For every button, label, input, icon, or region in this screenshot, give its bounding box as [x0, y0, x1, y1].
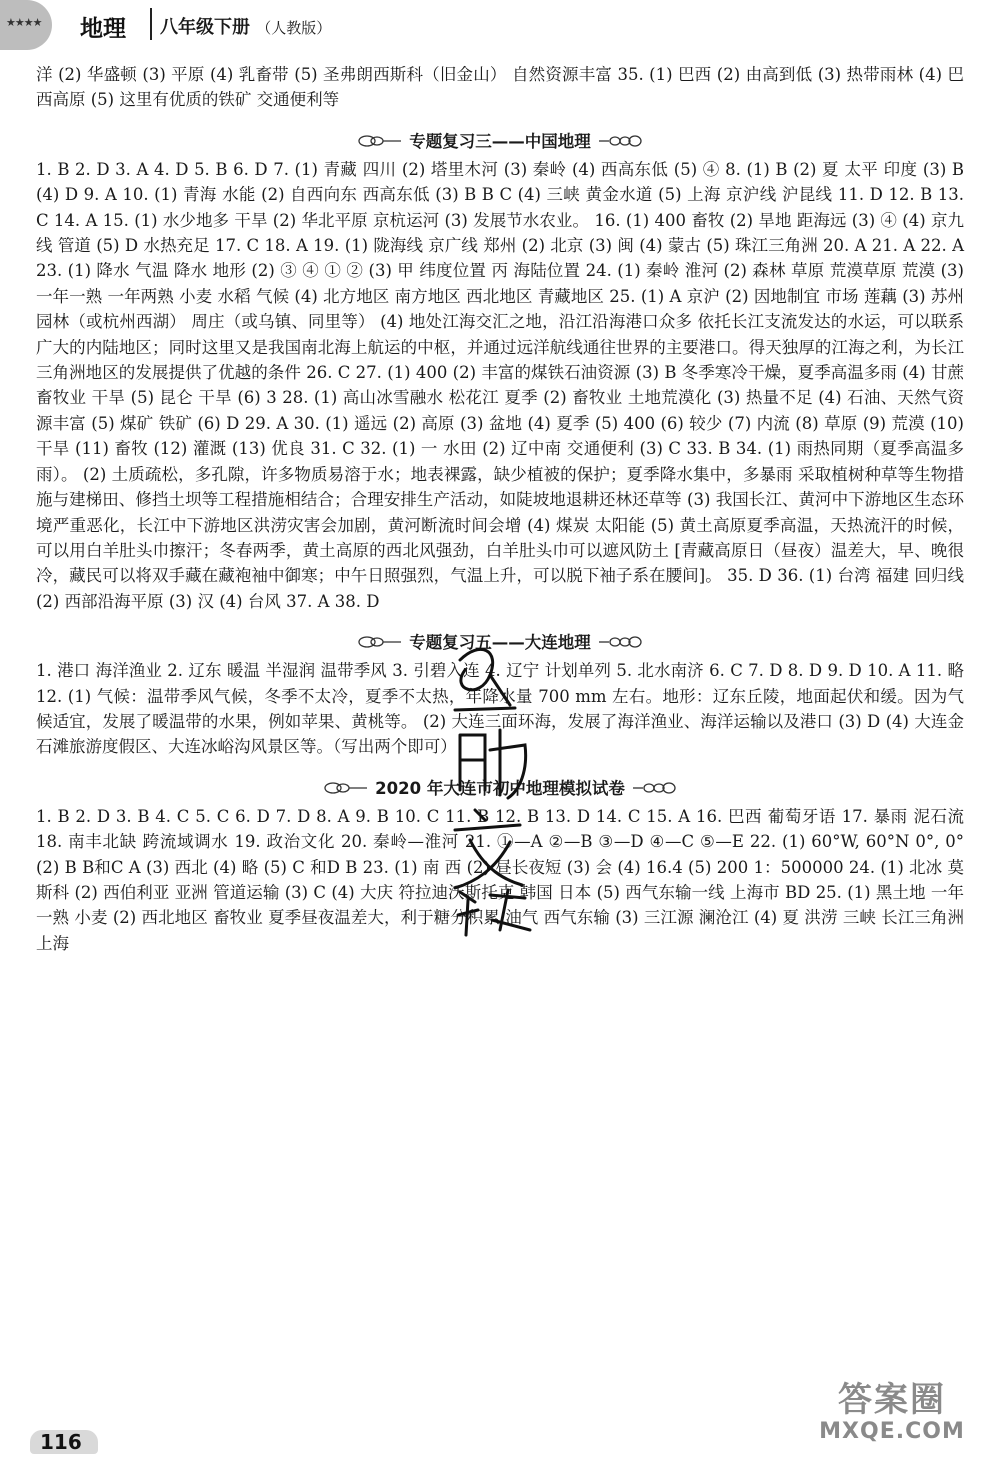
edition-label: （人教版）: [256, 19, 332, 37]
right-ornament-icon: [633, 780, 677, 794]
section-answers-china: 1. B 2. D 3. A 4. D 5. B 6. D 7. (1) 青藏 四川 (2) 塔里木河 (3) 秦岭 (4) 西高东低 (5) ④ 8. (1) B (2) 夏 太平 印度 (3) B (4) D 9. A 10. (1) 青海 水能 (2) 自西向东 西高东低 (3) B B C (4) 三峡 黄金水道 (5) 上海 京沪线 沪昆线 11. D 12. B 13. C 14. A 15. (1) 水少地多 干旱 (2) 华北平原 京杭运河 (3) 发展节水农业。 16. (1) 400 畜牧 (2) 旱地 距海远 (3) ④ (4) 京九线 管道 (5) D 水热充足 17. C 18. A 19. (1) 陇海线 京广线 郑州 (2) 北京 (3) 闽 (4) 蒙古 (5) 珠江三角洲 20. A 21. A 22. A 23. (1) 降水 气温 降水 地形 (2) ③ ④ ① ② (3) 甲 纬度位置 丙 海陆位置 24. (1) 秦岭 淮河 (2) 森林 草原 荒漠草原 荒漠 (3) 一年一熟 一年两熟 小麦 水稻 气候 (4) 北方地区 南方地区 西北地区 青藏地区 25. (1) A 京沪 (2) 因地制宜 市场 莲藕 (3) 苏州园林（或杭州西湖） 周庄（或乌镇、同里等） (4) 地处江海交汇之地，沿江沿海港口众多 依托长江支流发达的水运，可以联系广大的内陆地区；同时这里又是我国南北海上航运的中枢，并通过远洋航线通往世界的主要港口。得天独厚的江海之利，为长江三角洲地区的发展提供了优越的条件 26. C 27. (1) 400 (2) 丰富的煤铁石油资源 (3) B 冬季寒冷干燥，夏季高温多雨 (4) 甘蔗 畜牧业 干旱 (5) 昆仑 干旱 (6) 3 28. (1) 高山冰雪融水 松花江 夏季 (2) 畜牧业 土地荒漠化 (3) 热量不足 (4) 石油、天然气资源丰富 (5) 煤矿 铁矿 (6) D 29. A 30. (1) 遥远 (2) 高原 (3) 盆地 (4) 夏季 (5) 400 (6) 较少 (7) 内流 (8) 草原 (9) 荒漠 (10) 干旱 (11) 畜牧 (12) 灌溉 (13) 优良 31. C 32. (1) 一 水田 (2) 辽中南 交通便利 (3) C 33. B 34. (1) 雨热同期（夏季高温多雨）。 (2) 土质疏松，多孔隙，许多物质易溶于水；地表裸露，缺少植被的保护；夏季降水集中，多暴雨 采取植树种草等生物措施与建梯田、修挡土坝等工程措施相结合；合理安排生产活动，如陡坡地退耕还林还草等 (3) 我国长江、黄河中下游地区生态环境严重恶化，长江中下游地区洪涝灾害会加剧，黄河断流时间会增 (4) 煤炭 太阳能 (5) 黄土高原夏季高温，天热流汗的时候，可以用白羊肚头巾擦汗；冬春两季，黄土高原的西北风强劲，白羊肚头巾可以遮风防土 [青藏高原日（昼夜）温差大，早、晚很冷，藏民可以将双手藏在藏袍袖中御寒；中午日照强烈，气温上升，可以脱下袖子系在腰间]。 35. D 36. (1) 台湾 福建 回归线 (2) 西部沿海平原 (3) 汉 (4) 台风 37. A 38. D: [36, 159, 964, 611]
series-logo: [0, 0, 52, 50]
right-ornament-icon: [599, 133, 643, 147]
right-ornament-icon: [599, 634, 643, 648]
section-title-text: 专题复习五——大连地理: [409, 633, 591, 653]
left-ornament-icon: [357, 133, 401, 147]
section-answers-dalian: 1. 港口 海洋渔业 2. 辽东 暖温 半湿润 温带季风 3. 引碧入连 4. 辽宁 计划单列 5. 北水南济 6. C 7. D 8. D 9. D 10. A 11. 略 12. (1) 气候：温带季风气候，冬季不太冷，夏季不太热，年降水量 700 mm 左右。地形：辽东丘陵，地面起伏和缓。因为气候适宜，发展了暖温带的水果，例如苹果、黄桃等。 (2) 大连三面环海，发展了海洋渔业、海洋运输以及港口 (3) D (4) 大连金石滩旅游度假区、大连冰峪沟风景区等。（写出两个即可）: [36, 661, 964, 757]
rating-stars: ★★★★: [6, 16, 42, 29]
grade-title: [160, 13, 331, 39]
page-number-badge: [30, 1428, 100, 1454]
page-header: [0, 0, 1000, 44]
section-answers-mock-exam: 1. B 2. D 3. B 4. C 5. C 6. D 7. D 8. A 9. B 10. C 11. B 12. B 13. D 14. C 15. A 16. 巴西 葡萄牙语 17. 暴雨 泥石流 18. 南丰北缺 跨流域调水 19. 政治文化 20. 秦岭—淮河 21. ①—A ②—B ③—D ④—C ⑤—E 22. (1) 60°W, 60°N 0°, 0° (2) B B和C A (3) 西北 (4) 略 (5) C 和D B 23. (1) 南 西 (2) 昼长夜短 (3) 会 (4) 16.4 (5) 200 1：500000 24. (1) 北冰 莫斯科 (2) 西伯利亚 亚洲 管道运输 (3) C (4) 大庆 符拉迪沃斯托克 韩国 日本 (5) 西气东输一线 上海市 BD 25. (1) 黑土地 一年一熟 小麦 (2) 西北地区 畜牧业 夏季昼夜温差大，利于糖分积累 油气 西气东输 (3) 三江源 澜沧江 (4) 夏 洪涝 三峡 长江三角洲 上海: [36, 806, 964, 953]
page-number: 116: [40, 1430, 82, 1454]
left-ornament-icon: [323, 780, 367, 794]
intro-paragraph: 洋 (2) 华盛顿 (3) 平原 (4) 乳畜带 (5) 圣弗朗西斯科（旧金山） 自然资源丰富 35. (1) 巴西 (2) 由高到低 (3) 热带雨林 (4) 巴西高原 (5) 这里有优质的铁矿 交通便利等: [36, 65, 964, 110]
subject-title: 地理: [80, 16, 126, 42]
section-title-china: [36, 127, 964, 153]
left-ornament-icon: [357, 634, 401, 648]
header-divider: [150, 8, 152, 40]
section-title-text: 专题复习三——中国地理: [409, 131, 591, 151]
handwritten-watermark: [430, 630, 540, 940]
watermark-logo: 答案圈: [838, 1380, 946, 1420]
grade-label: 八年级下册: [160, 17, 250, 38]
site-watermark: [812, 1380, 972, 1450]
section-title-text: 2020 年大连市初中地理模拟试卷: [375, 778, 625, 798]
watermark-url: MXQE.COM: [819, 1419, 965, 1444]
